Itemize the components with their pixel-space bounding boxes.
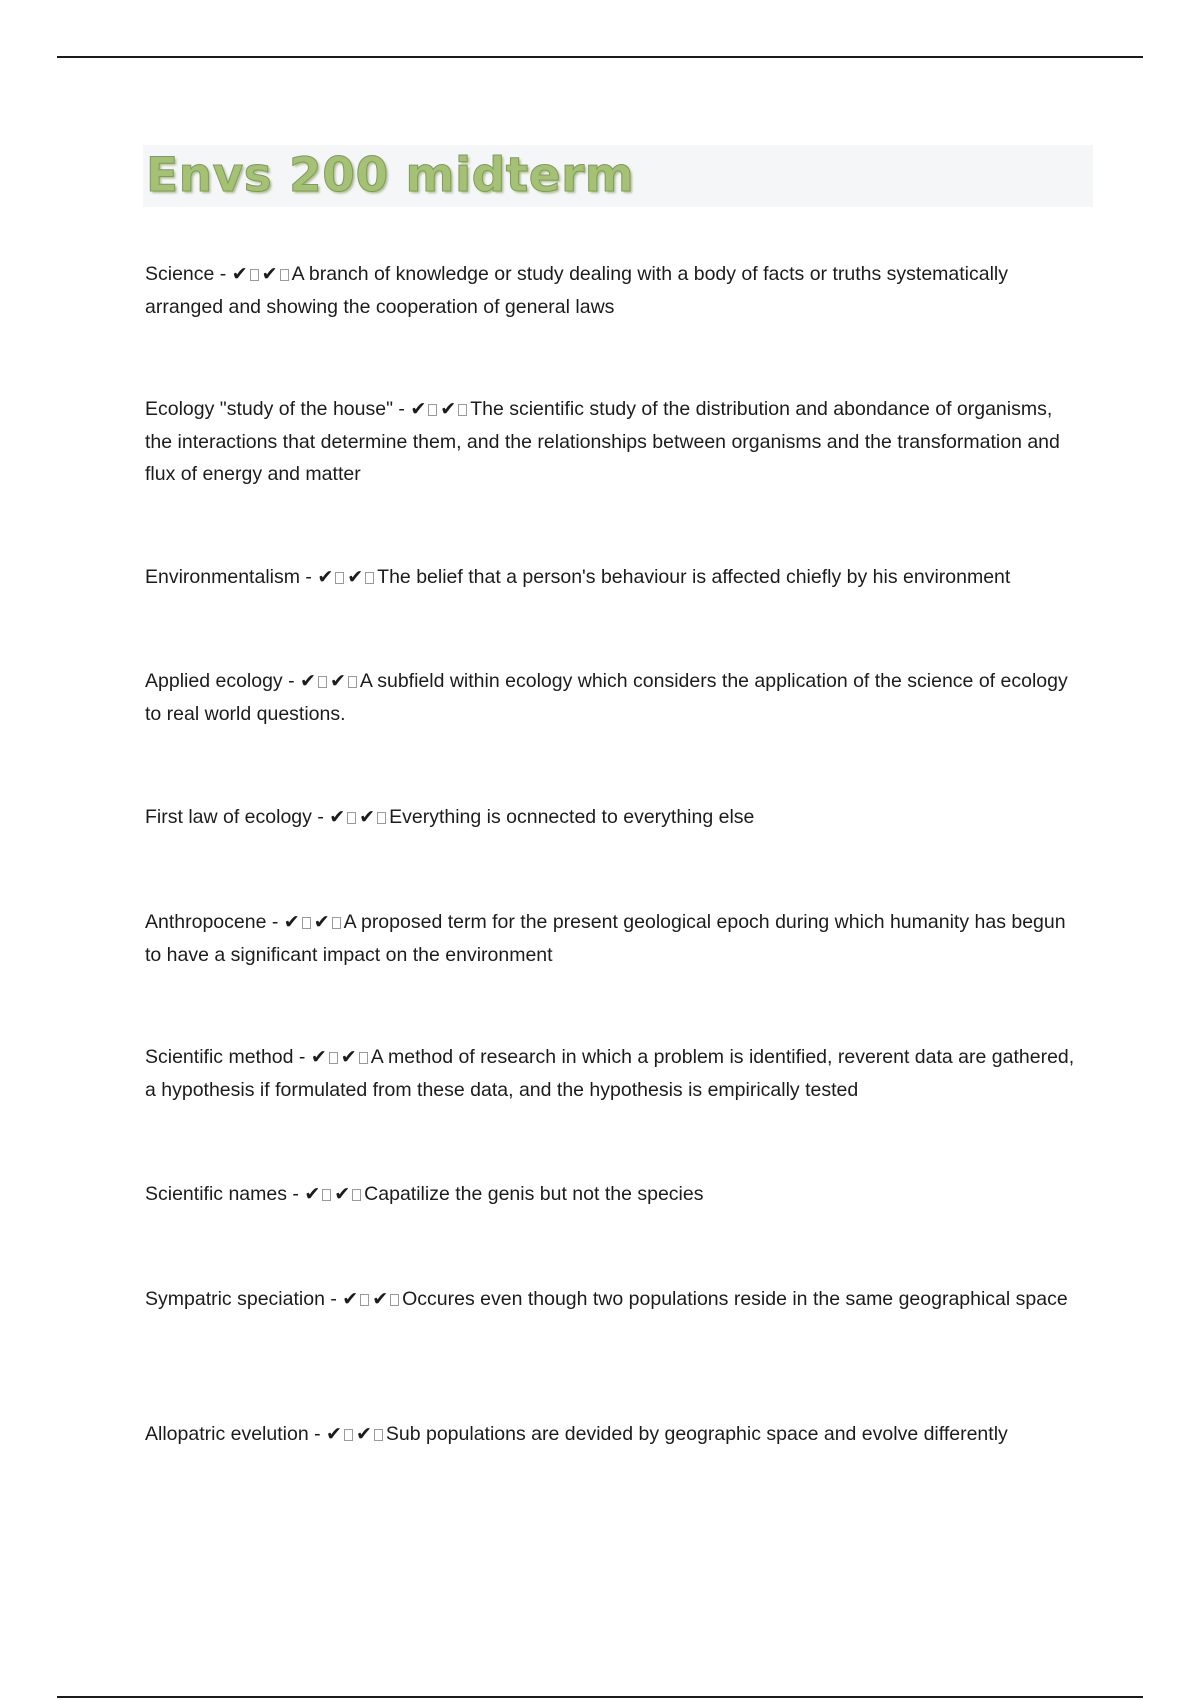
entry-science (145, 258, 1075, 323)
box-icon (365, 572, 374, 584)
box-icon (344, 1429, 353, 1441)
check-icon: ✔ (329, 670, 346, 692)
entry-term: Scientific method (145, 1046, 294, 1068)
box-icon (332, 917, 341, 929)
check-icon: ✔ (310, 1046, 327, 1068)
check-icon: ✔ (329, 806, 346, 828)
entry-separator: - (266, 911, 284, 933)
entry-scientific-names (145, 1178, 1075, 1211)
entry-term: Ecology "study of the house" (145, 398, 393, 420)
entry-separator: - (286, 1183, 305, 1205)
entry-definition: The scientific study of the distribution and abondance of organisms, the interactions that determine them, and the relationships between organisms and the transformation and flux of energy and matter (145, 398, 1060, 485)
check-icon: ✔ (261, 263, 278, 285)
entry-definition: The belief that a person's behaviour is affected chiefly by his environment (377, 566, 1011, 588)
entry-environmentalism (145, 561, 1075, 594)
entry-separator: - (299, 566, 318, 588)
entry-term: Applied ecology (145, 670, 283, 692)
check-icon: ✔ (440, 398, 457, 420)
entry-separator: - (393, 398, 411, 420)
check-icon: ✔ (359, 806, 376, 828)
box-icon (322, 1189, 331, 1201)
box-icon (280, 269, 289, 281)
entry-scientific-method (145, 1041, 1075, 1106)
entry-separator: - (308, 1423, 327, 1445)
check-icon: ✔ (334, 1183, 351, 1205)
box-icon (377, 812, 386, 824)
check-icon: ✔ (355, 1423, 372, 1445)
box-icon (428, 404, 437, 416)
entry-term: Allopatric evelution (145, 1423, 309, 1445)
document-title: Envs 200 midterm (146, 148, 635, 203)
check-icon: ✔ (372, 1288, 389, 1310)
entry-term: Environmentalism (145, 566, 300, 588)
entry-separator: - (311, 806, 330, 828)
entry-separator: - (324, 1288, 343, 1310)
check-icon: ✔ (231, 263, 248, 285)
entry-definition: Occures even though two populations reside in the same geographical space (402, 1288, 1068, 1310)
box-icon (335, 572, 344, 584)
check-icon: ✔ (283, 911, 300, 933)
check-icon: ✔ (347, 566, 364, 588)
check-icon: ✔ (410, 398, 427, 420)
check-icon: ✔ (317, 566, 334, 588)
entry-term: Science (145, 263, 215, 285)
box-icon (390, 1294, 399, 1306)
entry-term: Scientific names (145, 1183, 287, 1205)
entry-first-law-of-ecology (145, 801, 1075, 834)
entry-separator: - (293, 1046, 311, 1068)
entry-term: First law of ecology (145, 806, 312, 828)
entry-term: Anthropocene (145, 911, 267, 933)
entry-definition: A method of research in which a problem is identified, reverent data are gathered, a hypothesis if formulated from these data, and the hypothesis is empirically tested (145, 1046, 1075, 1101)
box-icon (318, 676, 327, 688)
entry-ecology (145, 393, 1075, 491)
entry-definition: Everything is ocnnected to everything else (389, 806, 755, 828)
box-icon (302, 917, 311, 929)
check-icon: ✔ (326, 1423, 342, 1445)
entry-anthropocene (145, 906, 1075, 971)
entry-sympatric-speciation (145, 1283, 1075, 1316)
box-icon (352, 1189, 361, 1201)
entry-term: Sympatric speciation (145, 1288, 325, 1310)
entry-allopatric-evelution (145, 1418, 1075, 1451)
box-icon (360, 1294, 369, 1306)
check-icon: ✔ (313, 911, 330, 933)
box-icon (348, 676, 357, 688)
header-rule (57, 56, 1143, 58)
check-icon: ✔ (300, 670, 316, 692)
box-icon (458, 404, 467, 416)
entry-definition: Capatilize the genis but not the species (364, 1183, 704, 1205)
entry-separator: - (214, 263, 232, 285)
box-icon (374, 1429, 383, 1441)
entry-separator: - (282, 670, 301, 692)
box-icon (347, 812, 356, 824)
check-icon: ✔ (304, 1183, 321, 1205)
entry-definition: A subfield within ecology which considers the application of the science of ecology to real world questions. (145, 670, 1068, 725)
entry-definition: Sub populations are devided by geographic space and evolve differently (385, 1423, 1008, 1445)
check-icon: ✔ (342, 1288, 359, 1310)
box-icon (359, 1052, 368, 1064)
box-icon (329, 1052, 338, 1064)
entry-definition: A proposed term for the present geological epoch during which humanity has begun to have a significant impact on the environment (145, 911, 1066, 966)
box-icon (250, 269, 259, 281)
check-icon: ✔ (340, 1046, 357, 1068)
entry-definition: A branch of knowledge or study dealing with a body of facts or truths systematically arranged and showing the cooperation of general laws (145, 263, 1009, 318)
entry-applied-ecology (145, 665, 1075, 730)
footer-rule (57, 1696, 1143, 1698)
